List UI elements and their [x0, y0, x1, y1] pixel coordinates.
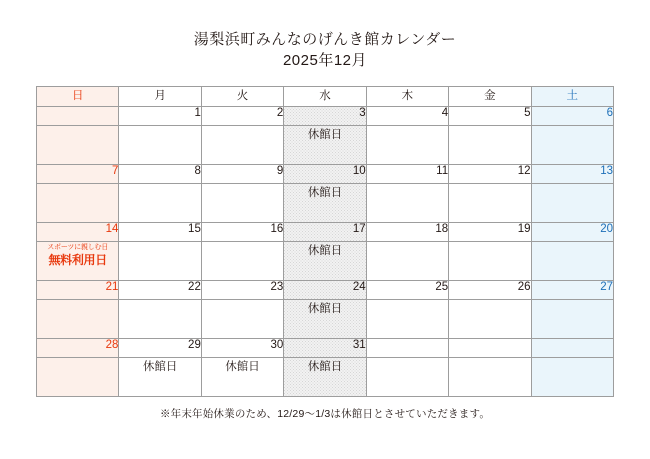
weekday-header-fri: 金 [449, 86, 531, 106]
footnote: ※年末年始休業のため、12/29～1/3は休館日とさせていただきます。 [159, 407, 491, 420]
day-cell-note: 休館日 [284, 183, 366, 222]
day-cell-note [449, 357, 531, 396]
week-row-notes [37, 357, 614, 396]
day-cell-note [37, 183, 119, 222]
day-cell-note [531, 241, 613, 280]
day-cell-number: 11 [366, 164, 448, 183]
day-cell-note [201, 183, 283, 222]
day-cell-note [119, 241, 201, 280]
week-row-numbers [37, 280, 614, 299]
day-cell-number: 26 [449, 280, 531, 299]
day-cell-number: 24 [284, 280, 366, 299]
day-cell-note [37, 299, 119, 338]
day-cell-note [366, 183, 448, 222]
day-cell-number: 14 [37, 222, 119, 241]
day-cell-number: 17 [284, 222, 366, 241]
week-row-notes [37, 125, 614, 164]
day-cell-note [37, 125, 119, 164]
week-row-numbers [37, 106, 614, 125]
page-subtitle: 2025年12月 [282, 52, 368, 70]
day-cell-number [449, 338, 531, 357]
week-row-notes [37, 241, 614, 280]
day-cell-number: 6 [531, 106, 613, 125]
page-title: 湯梨浜町みんなのげんき館カレンダー [193, 31, 457, 48]
day-cell-note: 休館日 [284, 357, 366, 396]
weekday-header-mon: 月 [119, 86, 201, 106]
day-cell-number: 27 [531, 280, 613, 299]
day-cell-number: 25 [366, 280, 448, 299]
day-cell-note [119, 299, 201, 338]
day-cell-note [201, 299, 283, 338]
day-cell-number: 19 [449, 222, 531, 241]
day-cell-number: 3 [284, 106, 366, 125]
day-cell-number: 22 [119, 280, 201, 299]
day-cell-note-free-day [37, 241, 119, 280]
calendar-header-row [37, 86, 614, 106]
day-cell-number [531, 338, 613, 357]
day-cell-note [201, 125, 283, 164]
calendar-wrap [36, 86, 614, 397]
day-cell-note [366, 241, 448, 280]
day-cell-number: 12 [449, 164, 531, 183]
week-row-numbers [37, 338, 614, 357]
day-cell-note [37, 357, 119, 396]
free-day-small-label: スポーツに親しむ日 [47, 243, 109, 251]
day-cell-number: 15 [119, 222, 201, 241]
free-day-label: 無料利用日 [48, 252, 107, 267]
day-cell-note: 休館日 [284, 241, 366, 280]
title-block [0, 0, 650, 72]
day-cell-note [531, 299, 613, 338]
day-cell-number: 1 [119, 106, 201, 125]
day-cell-note [531, 183, 613, 222]
week-row-numbers [37, 164, 614, 183]
weekday-header-sat: 土 [531, 86, 613, 106]
day-cell-number: 28 [37, 338, 119, 357]
day-cell-number: 5 [449, 106, 531, 125]
day-cell-number: 29 [119, 338, 201, 357]
day-cell-number: 18 [366, 222, 448, 241]
weekday-header-wed: 水 [284, 86, 366, 106]
day-cell-note [201, 241, 283, 280]
day-cell-note [366, 125, 448, 164]
day-cell-note [119, 183, 201, 222]
day-cell-note: 休館日 [284, 299, 366, 338]
day-cell-number: 2 [201, 106, 283, 125]
day-cell-note [119, 125, 201, 164]
day-cell-number: 4 [366, 106, 448, 125]
day-cell-note [449, 125, 531, 164]
day-cell-number: 23 [201, 280, 283, 299]
day-cell-note [366, 357, 448, 396]
day-cell-number: 9 [201, 164, 283, 183]
weekday-header-sun: 日 [37, 86, 119, 106]
calendar-table [36, 86, 614, 397]
day-cell-number: 10 [284, 164, 366, 183]
weekday-header-thu: 木 [366, 86, 448, 106]
day-cell-number: 8 [119, 164, 201, 183]
day-cell-number [37, 106, 119, 125]
day-cell-number: 20 [531, 222, 613, 241]
day-cell-number: 7 [37, 164, 119, 183]
week-row-notes [37, 299, 614, 338]
day-cell-number: 31 [284, 338, 366, 357]
day-cell-note: 休館日 [284, 125, 366, 164]
weekday-header-tue: 火 [201, 86, 283, 106]
day-cell-note [531, 125, 613, 164]
day-cell-number: 21 [37, 280, 119, 299]
day-cell-note: 休館日 [119, 357, 201, 396]
day-cell-note [449, 299, 531, 338]
week-row-numbers [37, 222, 614, 241]
week-row-notes [37, 183, 614, 222]
day-cell-note [366, 299, 448, 338]
day-cell-number: 13 [531, 164, 613, 183]
day-cell-note [449, 183, 531, 222]
day-cell-number: 30 [201, 338, 283, 357]
day-cell-number [366, 338, 448, 357]
day-cell-note [449, 241, 531, 280]
day-cell-note: 休館日 [201, 357, 283, 396]
calendar-body [37, 106, 614, 396]
day-cell-note [531, 357, 613, 396]
day-cell-number: 16 [201, 222, 283, 241]
